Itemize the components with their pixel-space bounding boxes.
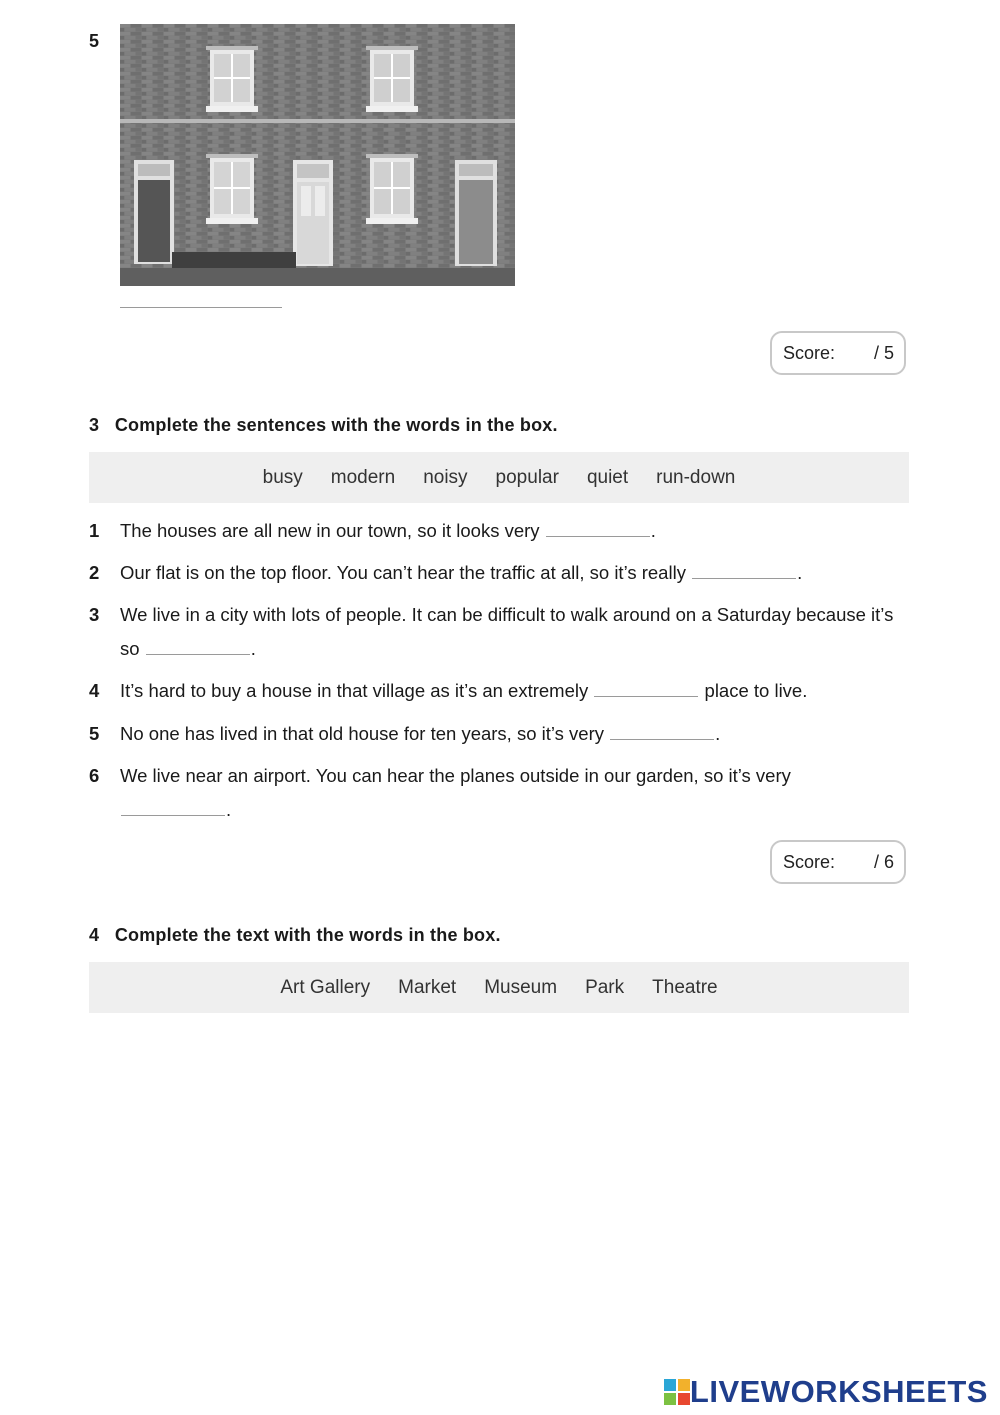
sentence-end: . bbox=[250, 638, 256, 659]
sentence-number: 6 bbox=[89, 765, 100, 786]
sentence-item bbox=[89, 514, 909, 548]
word-option: popular bbox=[495, 466, 559, 488]
sentence-text: The houses are all new in our town, so it looks very bbox=[120, 520, 540, 541]
blank-input[interactable] bbox=[692, 558, 796, 579]
sentence-number: 4 bbox=[89, 680, 100, 701]
liveworksheets-logo[interactable] bbox=[664, 1374, 988, 1410]
item-number: 5 bbox=[89, 31, 100, 51]
sentence-item bbox=[89, 556, 909, 590]
sentence-item bbox=[89, 717, 909, 751]
blank-input[interactable] bbox=[146, 634, 250, 655]
score-label: Score: bbox=[783, 852, 836, 872]
window bbox=[206, 46, 258, 112]
sentence-text: No one has lived in that old house for ten years, so it’s very bbox=[120, 723, 605, 744]
sentence-item bbox=[89, 598, 909, 666]
sentence-item bbox=[89, 759, 909, 827]
word-box bbox=[89, 452, 909, 503]
sentence-end: . bbox=[797, 562, 803, 583]
sentence-text: It’s hard to buy a house in that village as it’s an extremely bbox=[120, 680, 589, 701]
sentence-number: 3 bbox=[89, 604, 100, 625]
exercise-number: 4 bbox=[89, 925, 100, 945]
exercise-instruction: Complete the sentences with the words in the box. bbox=[114, 415, 558, 435]
word-option: noisy bbox=[423, 466, 468, 488]
sentence-number: 5 bbox=[89, 723, 100, 744]
score-box bbox=[770, 331, 906, 375]
word-option: run-down bbox=[656, 466, 736, 488]
word-option: busy bbox=[262, 466, 303, 488]
sentence-end: . bbox=[715, 723, 721, 744]
answer-line[interactable] bbox=[120, 307, 282, 308]
blank-input[interactable] bbox=[610, 719, 714, 740]
word-option: Art Gallery bbox=[280, 976, 371, 998]
sentence-item bbox=[89, 674, 909, 708]
score-label: Score: bbox=[783, 343, 836, 363]
blank-input[interactable] bbox=[121, 795, 225, 816]
exercise-3-heading bbox=[89, 415, 558, 436]
word-option: Theatre bbox=[652, 976, 718, 998]
word-option: Museum bbox=[484, 976, 558, 998]
terraced-houses-photo bbox=[120, 24, 515, 286]
word-option: Park bbox=[585, 976, 625, 998]
sentence-text: We live near an airport. You can hear the planes outside in our garden, so it’s very bbox=[120, 765, 791, 786]
exercise-instruction: Complete the text with the words in the box. bbox=[114, 925, 501, 945]
exercise-number: 3 bbox=[89, 415, 100, 435]
sentence-text: We live in a city with lots of people. It can be difficult to walk around on a Saturday because it’s so bbox=[120, 604, 894, 659]
sentence-number: 1 bbox=[89, 520, 100, 541]
word-option: Market bbox=[398, 976, 457, 998]
score-box bbox=[770, 840, 906, 884]
logo-icon bbox=[664, 1379, 690, 1405]
sentence-end: place to live. bbox=[704, 680, 808, 701]
word-box bbox=[89, 962, 909, 1013]
sentence-text: Our flat is on the top floor. You can’t hear the traffic at all, so it’s really bbox=[120, 562, 686, 583]
sentence-number: 2 bbox=[89, 562, 100, 583]
logo-text: LIVEWORKSHEETS bbox=[689, 1374, 988, 1409]
blank-input[interactable] bbox=[594, 676, 698, 697]
word-option: modern bbox=[330, 466, 396, 488]
blank-input[interactable] bbox=[546, 516, 650, 537]
score-value: / 6 bbox=[873, 852, 894, 872]
sentence-end: . bbox=[226, 799, 232, 820]
word-option: quiet bbox=[586, 466, 629, 488]
score-value: / 5 bbox=[873, 343, 894, 363]
exercise-4-heading bbox=[89, 925, 501, 946]
sentence-end: . bbox=[650, 520, 656, 541]
